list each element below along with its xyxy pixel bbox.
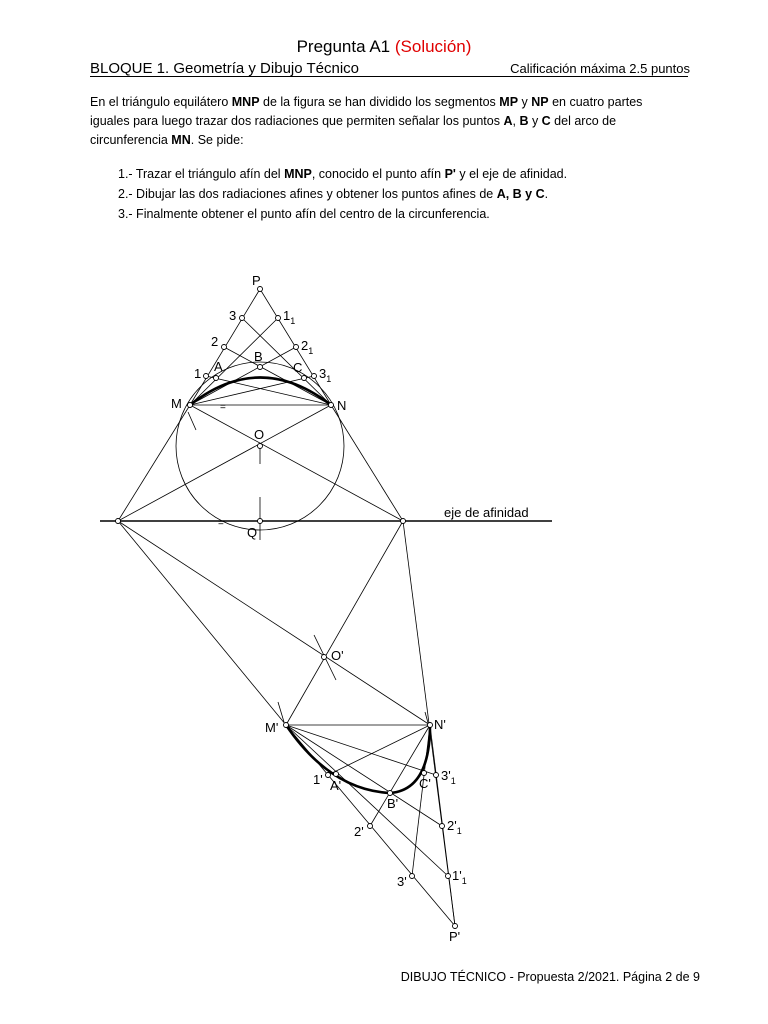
- point-d3: [240, 316, 245, 321]
- score-note: Calificación máxima 2.5 puntos: [510, 61, 690, 76]
- radiation-mp-3: [286, 725, 436, 775]
- line-mp-extension: [118, 405, 190, 521]
- point-axis-left: [116, 519, 121, 524]
- label-np: N': [434, 717, 446, 732]
- intro-bold-mp: MP: [499, 95, 519, 109]
- point-d1p: [326, 773, 331, 778]
- label-d3p: 3': [397, 874, 407, 889]
- equal-mark-2: =: [218, 518, 224, 529]
- label-c: C: [293, 360, 303, 375]
- line-np-extension: [331, 405, 403, 521]
- point-e3p: [434, 773, 439, 778]
- point-n: [329, 403, 334, 408]
- label-m: M: [171, 396, 182, 411]
- intro-text-4: en cuatro partes iguales para luego trazar dos radiaciones que permiten señalar los puntos: [90, 95, 643, 128]
- radiation-mp-1: [286, 725, 448, 876]
- point-c: [302, 376, 307, 381]
- point-q: [258, 519, 263, 524]
- label-e2p: $2'_1$: [447, 818, 462, 836]
- point-m: [188, 403, 193, 408]
- label-e1p: $1'_1$: [452, 868, 467, 886]
- label-mp: M': [265, 720, 279, 735]
- label-d1p: 1': [313, 772, 323, 787]
- label-op: O': [331, 648, 344, 663]
- point-cp: [422, 771, 427, 776]
- point-e3: [312, 374, 317, 379]
- label-d2p: 2': [354, 824, 364, 839]
- task1-text-3: y el eje de afinidad.: [455, 167, 568, 181]
- label-e2: $2_1$: [301, 338, 314, 356]
- label-d1: 1: [194, 366, 202, 381]
- intro-text-8: . Se pide:: [190, 133, 244, 147]
- label-ap: A': [330, 778, 342, 793]
- point-np: [428, 723, 433, 728]
- point-o: [258, 444, 263, 449]
- line-axis-to-np: [118, 521, 430, 725]
- title-text: Pregunta A1: [296, 37, 391, 56]
- page-footer: DIBUJO TÉCNICO - Propuesta 2/2021. Página 2 de 9: [400, 970, 700, 984]
- line-axis-to-mp: [118, 521, 286, 725]
- radiation-m-1: [190, 318, 278, 405]
- label-e3: $3_1$: [319, 366, 332, 384]
- point-mp: [284, 723, 289, 728]
- title-solution: (Solución): [394, 37, 472, 56]
- point-pp: [453, 924, 458, 929]
- point-ap: [334, 772, 339, 777]
- intro-text-5: ,: [512, 114, 520, 128]
- label-d2: 2: [211, 334, 219, 349]
- point-e2p: [440, 824, 445, 829]
- point-b: [258, 365, 263, 370]
- task2-text-1: 2.- Dibujar las dos radiaciones afines y obtener los puntos afines de: [118, 187, 497, 201]
- label-d3: 3: [229, 308, 237, 323]
- line-n-to-axis: [118, 405, 331, 521]
- axis-label: eje de afinidad: [444, 505, 529, 520]
- intro-bold-mn: MN: [171, 133, 191, 147]
- point-op: [322, 655, 327, 660]
- label-p: P: [252, 273, 261, 288]
- point-d3p: [410, 874, 415, 879]
- intro-bold-a: A: [503, 114, 513, 128]
- point-d2: [222, 345, 227, 350]
- task3-text-1: 3.- Finalmente obtener el punto afín del centro de la circunferencia.: [118, 207, 490, 221]
- intro-text-7: del arco de circunferencia: [90, 114, 617, 147]
- intro-bold-np: NP: [531, 95, 549, 109]
- block-heading: BLOQUE 1. Geometría y Dibujo Técnico: [90, 60, 360, 77]
- task1-text-2: , conocido el punto afín: [311, 167, 445, 181]
- task1-bold-1: MNP: [284, 167, 312, 181]
- point-bp: [388, 791, 393, 796]
- intro-bold-mnp: MNP: [231, 95, 260, 109]
- point-e2: [294, 345, 299, 350]
- label-o: O: [254, 427, 265, 442]
- intro-bold-c: C: [541, 114, 551, 128]
- point-e1p: [446, 874, 451, 879]
- label-n: N: [337, 398, 347, 413]
- line-axis2-to-mp: [286, 521, 403, 725]
- intro-bold-b: B: [519, 114, 529, 128]
- equal-mark-1: =: [220, 402, 226, 413]
- label-e3p: $3'_1$: [441, 768, 456, 786]
- intro-text-1: En el triángulo equilátero: [90, 95, 232, 109]
- label-pp: P': [449, 929, 461, 944]
- tick-m: [188, 412, 196, 430]
- point-axis-right: [401, 519, 406, 524]
- intro-text-3: y: [518, 95, 532, 109]
- label-bp: B': [387, 796, 399, 811]
- label-q: Q: [247, 525, 258, 540]
- label-a: A: [214, 359, 223, 374]
- task1-text-1: 1.- Trazar el triángulo afín del: [118, 167, 285, 181]
- task2-text-2: .: [544, 187, 549, 201]
- label-cp: C': [419, 776, 431, 791]
- radiation-m-3: [190, 376, 314, 405]
- task2-bold-1: A, B y C: [496, 187, 545, 201]
- arc-mn: [190, 378, 331, 406]
- point-d1: [204, 374, 209, 379]
- line-m-to-axis: [190, 405, 403, 521]
- intro-text-2: de la figura se han dividido los segmentos: [259, 95, 500, 109]
- point-a: [214, 376, 219, 381]
- point-d2p: [368, 824, 373, 829]
- label-b: B: [254, 349, 263, 364]
- intro-text-6: y: [528, 114, 542, 128]
- label-e1: $1_1$: [283, 308, 296, 326]
- point-e1: [276, 316, 281, 321]
- task1-bold-2: P': [444, 167, 456, 181]
